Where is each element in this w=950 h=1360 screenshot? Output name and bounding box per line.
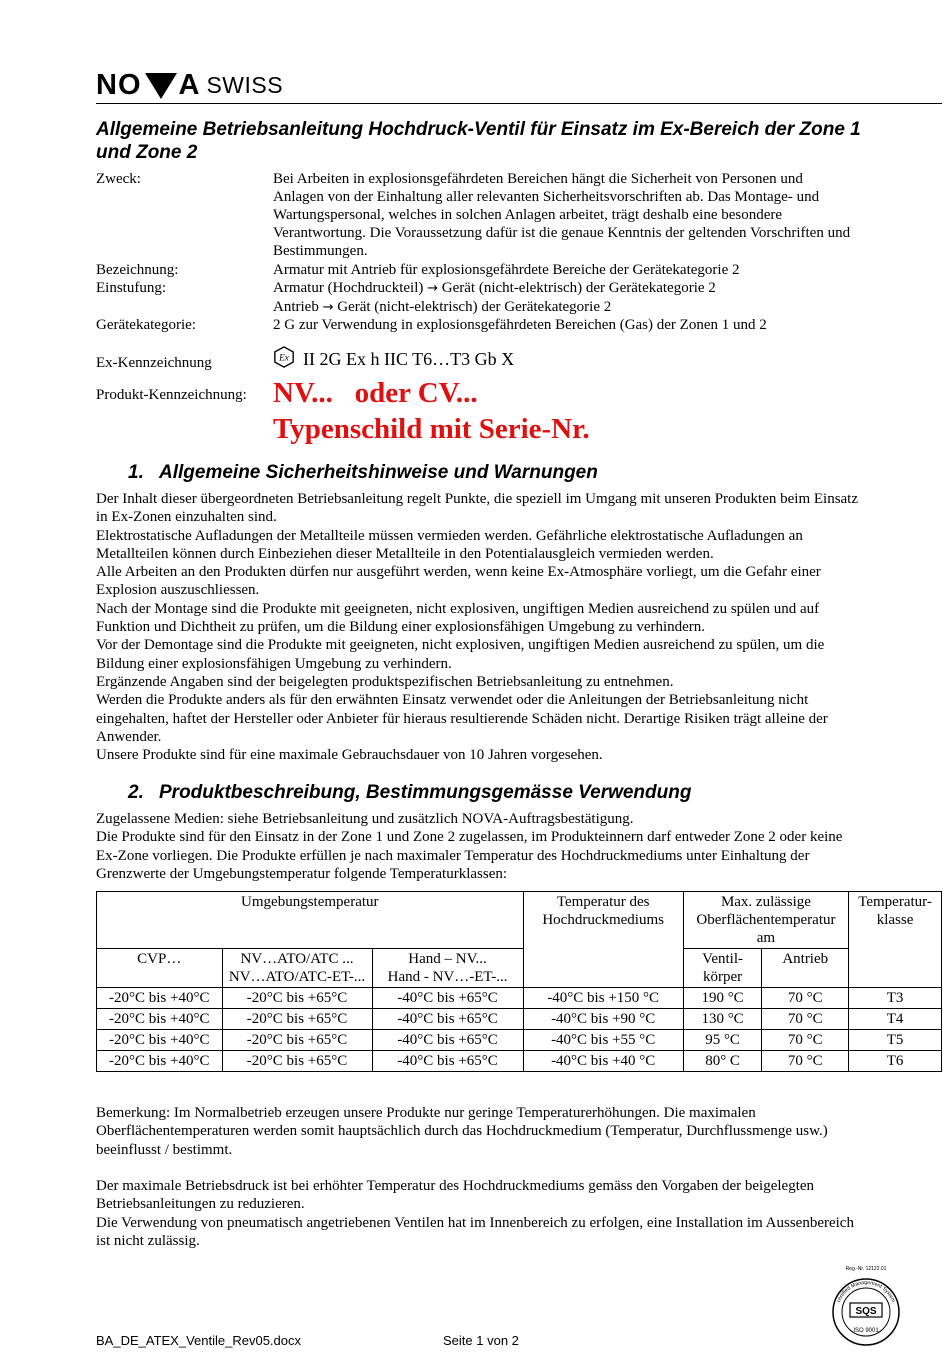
text-line: Funktion und Dichtheit zu prüfen, um die Bildung einer explosionsfähigen Umgebung zu verhindern.: [96, 619, 706, 636]
cell: T6: [849, 1051, 942, 1072]
text-line: Metallteilen können durch Einbeziehen dieser Metallteile in den Potentialausgleich vermieden werden.: [96, 545, 714, 562]
document-title: [96, 118, 936, 164]
header-medium-line: Temperatur des: [556, 894, 650, 910]
text-line: Ergänzende Angaben sind der beigelegten produktspezifischen Betriebsanleitung zu entnehmen.: [96, 673, 674, 690]
text-line: eingehalten, haftet der Hersteller oder Anbieter für hieraus resultierende Schäden nicht. Derartige Risiken trägt alleine der: [96, 710, 828, 727]
cell: T4: [849, 1009, 942, 1030]
text-line: Der Inhalt dieser übergeordneten Betriebsanleitung regelt Punkte, die speziell im Umgang mit unseren Produkten beim Einsatz: [96, 491, 859, 507]
text-line: Die Produkte sind für den Einsatz in der Zone 1 und Zone 2 zugelassen, im Produkteinnern darf entweder Zone 2 oder keine: [96, 829, 843, 846]
header-klasse-line: klasse: [876, 912, 914, 928]
text-line: Die Verwendung von pneumatisch angetriebenen Ventilen hat im Innenbereich zu erfolgen, eine Installation im Aussenbereich: [96, 1214, 854, 1231]
seal-iso-text: ISO 9001: [853, 1328, 879, 1334]
seal-ring-path-text: certified Management System: [835, 1279, 897, 1304]
einstufung-line-2: [273, 298, 941, 317]
header-rule: [96, 103, 942, 104]
text-line: Werden die Produkte anders als für den erwähnten Einsatz verwendet oder die Anleitungen der Betriebsanleitung nicht: [96, 692, 809, 709]
text-line: Betriebsanleitungen zu reduzieren.: [96, 1196, 305, 1213]
bezeichnung-label: Bezeichnung:: [96, 262, 179, 278]
cell: -20°C bis +65°C: [222, 988, 372, 1009]
cell: -40°C bis +40 °C: [523, 1051, 683, 1072]
header-medium-line: Hochdruckmediums: [542, 912, 664, 928]
section-2-heading: [128, 782, 691, 804]
text-line: Zugelassene Medien: siehe Betriebsanleitung und zusätzlich NOVA-Auftragsbestätigung.: [96, 811, 634, 827]
cell: 70 °C: [762, 988, 849, 1009]
subheader-ventil-line: körper: [702, 969, 743, 985]
arrow-right-icon: →: [427, 281, 439, 296]
produkt-label: Produkt-Kennzeichnung:: [96, 387, 247, 403]
text-line: Explosion auszuschliessen.: [96, 582, 260, 599]
text-line: Oberflächentemperaturen werden somit hauptsächlich durch das Hochdruckmedium (Temperatur, Durchflussmenge usw.): [96, 1123, 828, 1140]
cell: -20°C bis +65°C: [222, 1030, 372, 1051]
section-2-title: Produktbeschreibung, Bestimmungsgemässe Verwendung: [159, 782, 692, 803]
table-row: [97, 1051, 942, 1072]
subheader-hand-line: Hand - NV…-ET-...: [387, 969, 508, 985]
zweck-line: Wartungspersonal, welches in solchen Anlagen arbeitet, trägt deshalb eine besondere: [273, 207, 783, 223]
logo-no: NO: [96, 69, 142, 101]
header-umgebung: Umgebungstemperatur: [97, 892, 524, 949]
bemerkung-paragraph: [96, 1104, 916, 1159]
cell: -40°C bis +65°C: [372, 1009, 523, 1030]
logo-wordmark: [96, 71, 200, 99]
bezeichnung-row: [96, 261, 941, 279]
header-max-line: Max. zulässige: [720, 894, 811, 910]
zweck-value: [273, 170, 941, 260]
cell: 70 °C: [762, 1051, 849, 1072]
text-line: Unsere Produkte sind für eine maximale Gebrauchsdauer von 10 Jahren vorgesehen.: [96, 747, 603, 764]
table-row: [97, 1030, 942, 1051]
header-klasse-line: Temperatur-: [858, 894, 932, 910]
cell: -20°C bis +65°C: [222, 1051, 372, 1072]
einstufung-l2-part-b: Gerät (nicht-elektrisch) der Gerätekategorie 2: [333, 299, 612, 315]
logo-swiss-text: SWISS: [206, 72, 284, 98]
footer-page-number: Seite 1 von 2: [443, 1333, 519, 1348]
sqs-certification-seal-icon: [830, 1262, 902, 1354]
cell: 190 °C: [683, 988, 762, 1009]
produkt-value: [273, 376, 941, 446]
druck-paragraph: [96, 1177, 926, 1250]
ex-value: II 2G Ex h IIC T6…T3 Gb X: [303, 349, 515, 369]
cell: -40°C bis +65°C: [372, 988, 523, 1009]
cell: -40°C bis +55 °C: [523, 1030, 683, 1051]
einstufung-line-1: [273, 279, 941, 298]
section-1-title: Allgemeine Sicherheitshinweise und Warnungen: [159, 462, 598, 483]
cell: 130 °C: [683, 1009, 762, 1030]
section-1-number: 1.: [128, 462, 144, 483]
cell: T5: [849, 1030, 942, 1051]
arrow-right-icon: →: [322, 300, 334, 315]
ex-hexagon-icon: [273, 346, 295, 368]
text-line: beeinflusst / bestimmt.: [96, 1141, 233, 1158]
text-line: Nach der Montage sind die Produkte mit geeigneten, nicht explosiven, ungiftigen Medien ausreichend zu spülen und auf: [96, 600, 820, 617]
table-row: [97, 1009, 942, 1030]
subheader-hand: [372, 949, 523, 988]
cell: -40°C bis +90 °C: [523, 1009, 683, 1030]
cell: 80° C: [683, 1051, 762, 1072]
text-line: Anwender.: [96, 728, 162, 745]
table-subheader-row: [97, 949, 942, 988]
zweck-line: Bei Arbeiten in explosionsgefährdeten Bereichen hängt die Sicherheit von Personen und: [273, 171, 803, 187]
zweck-line: Anlagen von der Einhaltung aller relevanten Sicherheitsvorschriften ab. Das Montage- und: [273, 189, 820, 205]
nova-swiss-logo: [96, 70, 283, 100]
section-1-heading: [128, 462, 598, 484]
subheader-antrieb: Antrieb: [762, 949, 849, 988]
text-line: Vor der Demontage sind die Produkte mit geeigneten, nicht explosiven, ungiftigen Medien ausreichend zu spülen, um die: [96, 637, 825, 654]
subheader-klasse-empty: [849, 949, 942, 988]
seal-sqs-text: SQS: [855, 1306, 877, 1317]
subheader-nv: [222, 949, 372, 988]
logo-a: A: [178, 69, 201, 101]
einstufung-l1-part-a: Armatur (Hochdruckteil): [273, 280, 428, 296]
header-medium: [523, 892, 683, 949]
footer-filename: BA_DE_ATEX_Ventile_Rev05.docx: [96, 1333, 301, 1348]
subheader-nv-line: NV…ATO/ATC ...: [240, 951, 354, 967]
ex-symbol-text: Ex: [279, 352, 289, 363]
text-line: Grenzwerte der Umgebungstemperatur folgende Temperaturklassen:: [96, 865, 508, 882]
header-klasse: [849, 892, 942, 949]
produkt-line-1: NV... oder CV...: [273, 377, 478, 409]
subheader-cvp: CVP…: [97, 949, 223, 988]
section-2-body: [96, 810, 926, 883]
table-row: [97, 988, 942, 1009]
header-max-line: am: [756, 930, 776, 946]
seal-reg-text: Reg.-Nr. 12122.01: [845, 1266, 887, 1272]
ex-row: [96, 346, 941, 370]
zweck-line: Verantwortung. Die Voraussetzung dafür ist die genaue Kenntnis der geltenden Vorschriften und: [273, 225, 851, 241]
einstufung-label: Einstufung:: [96, 280, 166, 296]
title-line-2: und Zone 2: [96, 142, 198, 163]
cell: 70 °C: [762, 1009, 849, 1030]
cell: -20°C bis +65°C: [222, 1009, 372, 1030]
text-line: Bildung einer explosionsfähigen Umgebung zu verhindern.: [96, 655, 452, 672]
kategorie-row: [96, 316, 941, 334]
text-line: Elektrostatische Aufladungen der Metallteile müssen vermieden werden. Gefährliche elektrostatische Aufladungen an: [96, 527, 803, 544]
einstufung-l1-part-b: Gerät (nicht-elektrisch) der Gerätekategorie 2: [438, 280, 716, 296]
kategorie-value: 2 G zur Verwendung in explosionsgefährdeten Bereichen (Gas) der Zonen 1 und 2: [273, 317, 767, 333]
zweck-label: Zweck:: [96, 171, 141, 187]
text-line: Der maximale Betriebsdruck ist bei erhöhter Temperatur des Hochdruckmediums gemäss den Vorgaben der beigelegten: [96, 1178, 815, 1194]
cell: -20°C bis +40°C: [97, 1009, 223, 1030]
temperature-class-table: [96, 891, 942, 1072]
logo-v-triangle: [145, 73, 177, 99]
cell: -20°C bis +40°C: [97, 1051, 223, 1072]
subheader-ventil-line: Ventil-: [702, 951, 743, 967]
section-1-body: [96, 490, 908, 764]
zweck-line: Bestimmungen.: [273, 243, 368, 259]
section-2-number: 2.: [128, 782, 144, 803]
einstufung-value: [273, 279, 941, 317]
cell: T3: [849, 988, 942, 1009]
cell: -20°C bis +40°C: [97, 988, 223, 1009]
header-max-line: Oberflächentemperatur: [696, 912, 836, 928]
text-line: ist nicht zulässig.: [96, 1232, 200, 1249]
cell: -40°C bis +150 °C: [523, 988, 683, 1009]
einstufung-row: [96, 279, 941, 317]
cell: 95 °C: [683, 1030, 762, 1051]
produkt-line-2: Typenschild mit Serie-Nr.: [273, 413, 590, 445]
title-line-1: Allgemeine Betriebsanleitung Hochdruck-Ventil für Einsatz im Ex-Bereich der Zone 1: [96, 119, 861, 140]
text-line: Bemerkung: Im Normalbetrieb erzeugen unsere Produkte nur geringe Temperaturerhöhungen. Die maximalen: [96, 1105, 756, 1121]
subheader-medium-empty: [523, 949, 683, 988]
text-line: Ex-Zone vorliegen. Die Produkte erfüllen je nach maximaler Temperatur des Hochdruckmediums unter Einhaltung der: [96, 847, 810, 864]
header-max-oberflaeche: [683, 892, 848, 949]
subheader-hand-line: Hand – NV...: [408, 951, 487, 967]
text-line: Alle Arbeiten an den Produkten dürfen nur ausgeführt werden, wenn keine Ex-Atmosphäre vorliegt, um die Gefahr einer: [96, 564, 821, 581]
ex-value-wrap: [273, 346, 941, 370]
zweck-row: [96, 170, 941, 260]
text-line: in Ex-Zonen einzuhalten sind.: [96, 509, 277, 526]
einstufung-l2-part-a: Antrieb: [273, 299, 323, 315]
cell: 70 °C: [762, 1030, 849, 1051]
cell: -40°C bis +65°C: [372, 1030, 523, 1051]
cell: -20°C bis +40°C: [97, 1030, 223, 1051]
cell: -40°C bis +65°C: [372, 1051, 523, 1072]
table-header-row: [97, 892, 942, 949]
bezeichnung-value: Armatur mit Antrieb für explosionsgefährdete Bereiche der Gerätekategorie 2: [273, 262, 740, 278]
subheader-nv-line: NV…ATO/ATC-ET-...: [228, 969, 366, 985]
kategorie-label: Gerätekategorie:: [96, 317, 196, 333]
ex-label: Ex-Kennzeichnung: [96, 355, 212, 371]
subheader-ventil: [683, 949, 762, 988]
produkt-row: [96, 376, 941, 446]
